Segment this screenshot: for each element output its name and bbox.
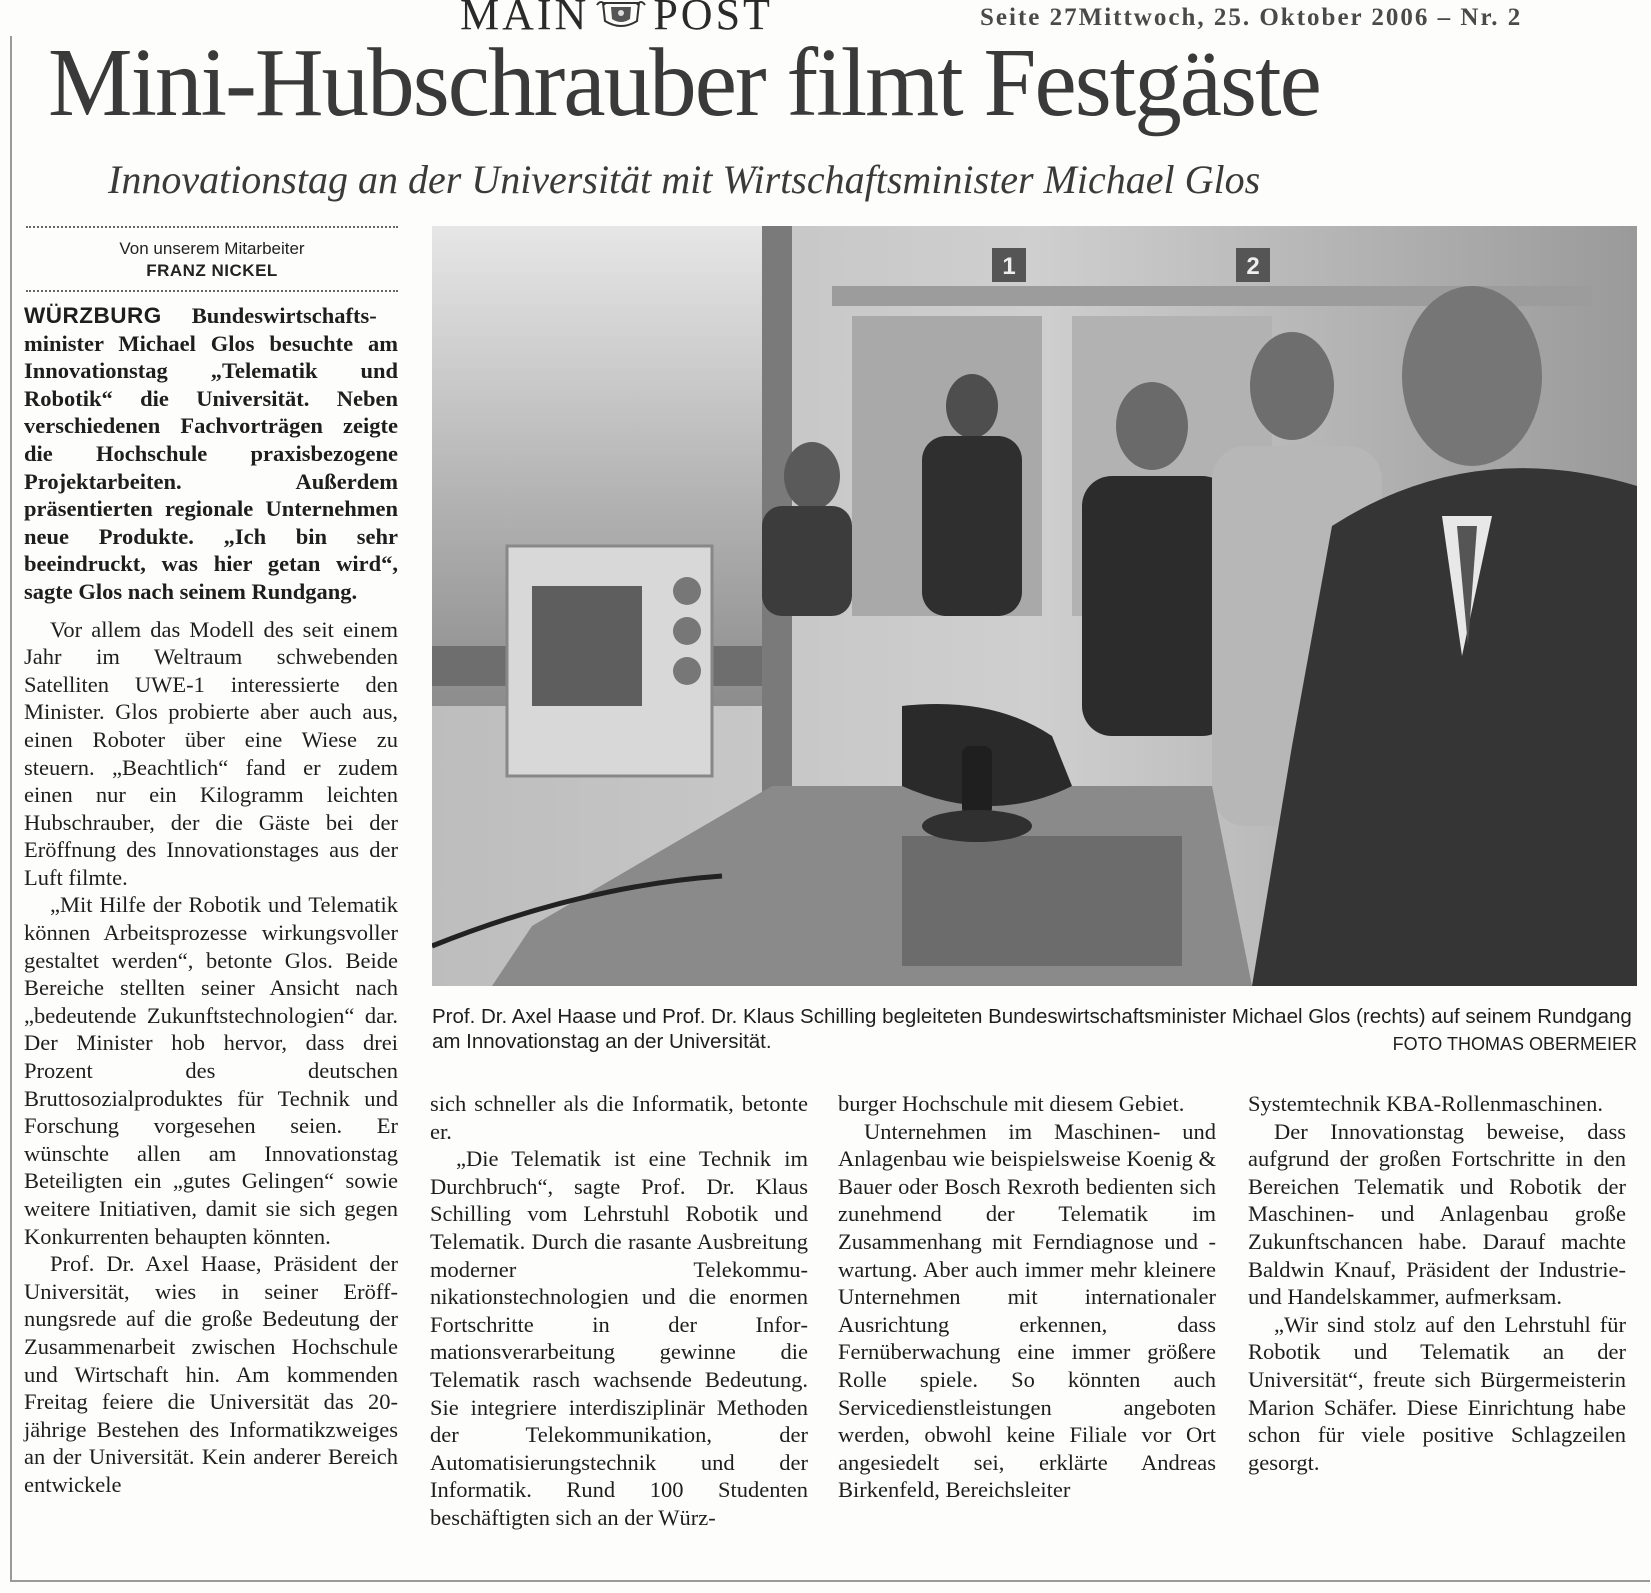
article-column-2	[430, 1090, 808, 1532]
byline-rule-top	[26, 226, 398, 228]
page-border-bottom	[10, 1580, 1650, 1582]
article-paragraph: Der Innovationstag beweise, dass aufgrund der großen Fortschritte in den Bereichen Telematik und Robotik der Maschinen- und Anlagenbau große Zukunftschancen habe. Darauf machte Baldwin Knauf, Präsident der Industrie- und Handelskammer, aufmerksam.	[1248, 1118, 1626, 1310]
article-column-1	[24, 302, 398, 1499]
coat-of-arms-icon	[595, 0, 647, 31]
caption-text: Prof. Dr. Axel Haase und Prof. Dr. Klaus Schilling begleiteten Bundeswirtschaftsminister Michael Glos (rechts) auf seinem Rundgang am Innovationstag an der Universität.	[432, 1005, 1632, 1053]
masthead-right: POST	[653, 0, 773, 34]
article-column-4	[1248, 1090, 1626, 1476]
byline-intro: Von unserem Mitarbeiter	[119, 239, 305, 258]
article-paragraph: „Die Telematik ist eine Technik im Durchbruch“, sagte Prof. Dr. Klaus Schilling vom Lehrstuhl Robotik und Telematik. Durch die rasante Ausbreitung moderner Telekommunikationstechnologien und die enormen Fortschritte in der Informationsverarbeitung gewinne die Telematik rasch wachsende Bedeutung. Sie integriere interdisziplinär Methoden der Telekommunikation, der Automatisierungstechnik und der Informatik. Rund 100 Studenten beschäftigten sich an der Würz-	[430, 1146, 808, 1530]
lead-text: Bundeswirtschaftsminister Michael Glos besuchte am Innovationstag „Telematik und Robotik“ die Universität. Neben verschiedenen Fachvorträgen zeigte die Hochschule praxisbezogene Projektarbeiten. Außerdem präsentierten regionale Unternehmen neue Produkte. „Ich bin sehr beeindruckt, was hier getan wird“, sagte Glos nach seinem Rundgang.	[24, 303, 398, 604]
article-paragraph: Prof. Dr. Axel Haase, Präsident der Universität, wies in seiner Eröffnungsrede auf die große Bedeutung der Zusammenarbeit zwischen Hochschule und Wirtschaft hin. Am kommenden Freitag feiere die Universität das 20-jährige Bestehen des Informatikzweiges an der Universität. Kein anderer Bereich entwickele	[24, 1251, 398, 1497]
subheadline: Innovationstag an der Universität mit Wirtschaftsminister Michael Glos	[108, 157, 1261, 202]
photo-door-number: 2	[1246, 253, 1260, 280]
byline	[26, 238, 398, 282]
article-lead	[24, 302, 398, 606]
article-paragraph: Systemtechnik KBA-Rollenmaschinen.	[1248, 1091, 1603, 1116]
page-border-left	[10, 36, 12, 1581]
article-photo	[432, 226, 1637, 986]
photo-illustration	[432, 226, 1637, 986]
masthead-left: MAIN	[460, 0, 590, 34]
article-paragraph: burger Hochschule mit diesem Gebiet.	[838, 1091, 1185, 1116]
headline: Mini-Hubschrauber filmt Festgäste	[48, 29, 1320, 137]
photo-door-number: 1	[1002, 253, 1016, 280]
article-paragraph: Unternehmen im Maschinen- und Anlagenbau wie beispielsweise Koenig & Bauer oder Bosch Rexroth bedienten sich zunehmend der Telematik im Zusammenhang mit Ferndiagnose und -wartung. Aber auch immer mehr kleinere Unternehmen mit internationaler Ausrichtung erkennen, dass Fernüberwachung eine immer größere Rolle spiele. So könnten auch Servicedienstleistungen angeboten werden, obwohl keine Filiale vor Ort angesiedelt sei, erklärte Andreas Birkenfeld, Bereichsleiter	[838, 1118, 1216, 1503]
article-column-3	[838, 1090, 1216, 1504]
photo-credit: FOTO THOMAS OBERMEIER	[1392, 1034, 1637, 1054]
article-paragraph: „Mit Hilfe der Robotik und Telematik können Arbeitsprozesse wirkungsvoller gestaltet werden“, betonte Glos. Beide Bereiche stellten seiner Ansicht nach „bedeutende Zukunftstechnologien“ dar. Der Minister hob hervor, dass drei Prozent des deutschen Bruttosozialproduktes für Technik und Forschung vorgesehen seien. Er wünschte allen am Innovationstag Beteiligten ein „gutes Gelingen“ sowie weitere Initiativen, damit sie sich gegen Konkurrenten behaupten könnten.	[24, 892, 398, 1249]
dateline-city: WÜRZBURG	[24, 303, 162, 328]
article-paragraph: Vor allem das Modell des seit einem Jahr im Weltraum schwebenden Satelliten UWE-1 interessierte den Minister. Glos probierte aber auch aus, einen Roboter über eine Wiese zu steuern. „Beachtlich“ fand er zudem einen nur ein Kilogramm leichten Hubschrauber, der die Gäste bei der Eröffnung des Innovationstages aus der Luft filmte.	[24, 616, 398, 890]
byline-author: FRANZ NICKEL	[146, 261, 278, 280]
article-paragraph: sich schneller als die Informatik, betonte er.	[430, 1091, 808, 1144]
page-dateline: Seite 27Mittwoch, 25. Oktober 2006 – Nr. 2	[980, 4, 1523, 31]
byline-rule-bottom	[26, 290, 398, 292]
article-paragraph: „Wir sind stolz auf den Lehrstuhl für Robotik und Telematik an der Universität“, freute sich Bürgermeisterin Marion Schäfer. Diese Einrichtung habe schon für viele positive Schlagzeilen gesorgt.	[1248, 1311, 1626, 1475]
